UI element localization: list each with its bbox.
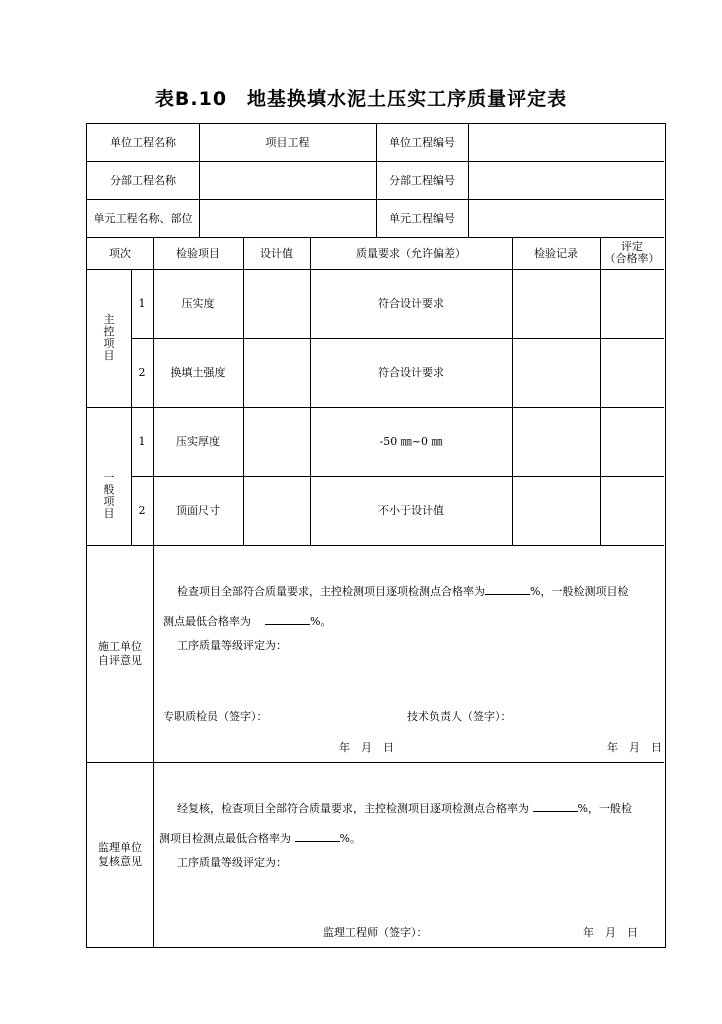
general-item-no: 2 [138,504,146,517]
construction-min-rate-line: 测点最低合格率为 %。 [163,615,332,628]
main-item-record[interactable] [512,269,600,338]
supervision-engineer-signature: 监理工程师（签字）： [323,926,428,939]
main-pass-rate-blank[interactable] [485,584,530,595]
unit-project-no-value[interactable] [468,124,664,161]
main-item-design-value[interactable] [243,269,310,338]
col-check-item: 检验项目 [176,246,220,260]
general-item-requirement: -50 ㎜~0 ㎜ [379,435,443,448]
general-item-design-value[interactable] [243,407,310,476]
main-item-evaluation[interactable] [600,338,664,407]
general-item-name: 顶面尺寸 [176,504,220,517]
general-items-label: 一 般 项 目 [103,471,115,520]
col-evaluation-line1: 评定 [621,240,643,253]
supervision-pass-rate-line: 经复核，检查项目全部符合质量要求，主控检测项目逐项检测点合格率为 %，一般检 [177,802,632,815]
unit-project-name-label: 单位工程名称 [110,136,176,149]
unit-project-name-value[interactable]: 项目工程 [265,136,310,149]
general-item-record[interactable] [512,407,600,476]
form-title: 表B.10 地基换填水泥土压实工序质量评定表 [154,88,568,110]
col-quality-req: 质量要求（允许偏差） [356,246,466,260]
division-project-name-value[interactable] [199,161,376,199]
form-table [86,123,666,948]
main-item-evaluation[interactable] [600,269,664,338]
main-item-no: 1 [138,297,146,310]
main-control-label: 主 控 项 目 [103,313,115,362]
construction-pass-rate-line: 检查项目全部符合质量要求，主控检测项目逐项检测点合格率为 %，一般检测项目检 [177,585,629,598]
element-project-name-value[interactable] [199,199,376,237]
main-item-name: 压实度 [181,297,215,310]
supervision-date: 年 月 日 [583,926,638,939]
col-evaluation-line2: （合格率） [604,252,660,265]
supervision-opinion-label: 监理单位 复核意见 [98,840,142,868]
tech-lead-signature: 技术负责人（签字）： [407,710,512,723]
col-record: 检验记录 [534,246,578,260]
main-item-no: 2 [138,366,146,379]
division-project-no-value[interactable] [468,161,664,199]
supervision-main-rate-blank[interactable] [533,801,578,812]
supervision-grade-text: 工序质量等级评定为： [177,856,287,869]
main-item-design-value[interactable] [243,338,310,407]
main-item-requirement: 符合设计要求 [378,366,444,379]
col-evaluation [600,237,664,269]
division-project-no-label: 分部工程编号 [389,173,455,187]
col-item-type: 项次 [109,246,131,260]
element-project-no-value[interactable] [468,199,664,237]
general-item-requirement: 不小于设计值 [378,504,444,517]
general-item-no: 1 [138,435,146,448]
main-item-name: 换填土强度 [170,366,226,379]
main-item-record[interactable] [512,338,600,407]
col-design-value: 设计值 [260,246,293,260]
quality-inspector-signature: 专职质检员（签字）： [163,710,268,723]
element-project-name-label: 单元工程名称、部位 [93,211,193,225]
general-item-design-value[interactable] [243,476,310,545]
unit-project-no-label: 单位工程编号 [389,136,455,149]
general-item-evaluation[interactable] [600,407,664,476]
supervision-min-rate-line: 测项目检测点最低合格率为 %。 [159,832,361,845]
main-item-requirement: 符合设计要求 [378,297,444,310]
element-project-no-label: 单元工程编号 [389,211,455,225]
general-min-rate-blank[interactable] [265,614,310,625]
general-item-evaluation[interactable] [600,476,664,545]
construction-opinion-label: 施工单位 自评意见 [98,639,142,667]
construction-date-2: 年 月 日 [607,741,662,754]
construction-grade-text: 工序质量等级评定为： [177,639,287,652]
general-item-name: 压实厚度 [176,435,220,448]
general-item-record[interactable] [512,476,600,545]
supervision-min-rate-blank[interactable] [295,831,340,842]
construction-date-1: 年 月 日 [339,741,394,754]
division-project-name-label: 分部工程名称 [110,173,176,187]
